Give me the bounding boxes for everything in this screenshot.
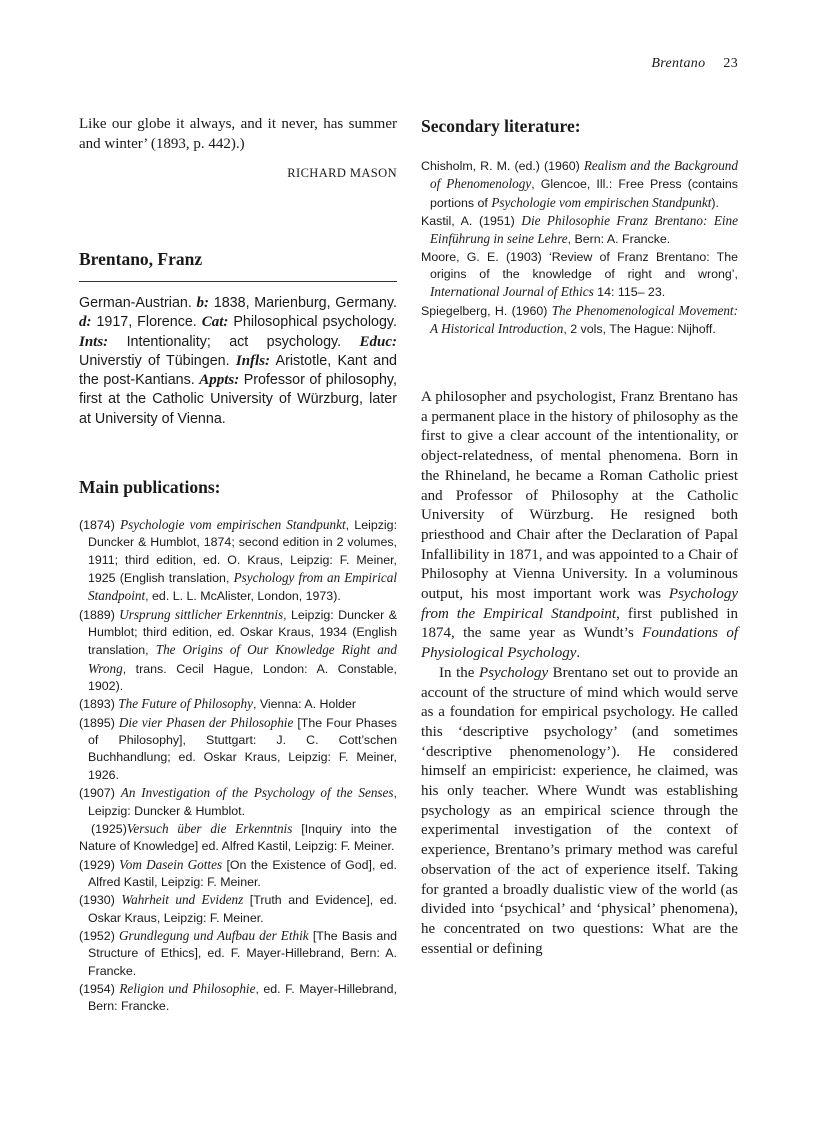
bibliography-item-text: (1952) bbox=[79, 928, 120, 943]
article-italic-title: Foundations of Physiological Psychology bbox=[421, 625, 738, 662]
secondary-literature-heading: Secondary literature: bbox=[421, 116, 581, 136]
main-publications-heading: Main publications: bbox=[79, 477, 221, 497]
bibliography-item bbox=[421, 249, 738, 302]
bibliography-item-text: (1954) bbox=[79, 981, 120, 996]
entry-nationality: German-Austrian. bbox=[79, 295, 192, 311]
entry-title-rule bbox=[79, 281, 397, 282]
bibliography-item-text: , Leipzig: Duncker & Humblot, 1874; second edition in 2 volumes, 1911; third edition, ed. O. Kraus, Leipzig: F. Meiner, 1925 (English translation, bbox=[88, 518, 398, 586]
born-label: b: bbox=[196, 295, 210, 311]
bibliography-item-text: , 2 vols, The Hague: Nijhoff. bbox=[563, 322, 716, 337]
bibliography-item bbox=[79, 820, 397, 856]
bibliography-item-title: The Origins of Our Knowledge Right and Wrong bbox=[88, 642, 397, 676]
entry-biographical-facts bbox=[79, 294, 397, 429]
article-text: A philosopher and psychologist, Franz Brentano has a permanent place in the history of philosophy as the first to give a clear account of the intentionality, or object-relatedness, of mental phenomena. Born in the Rhineland, he became a Roman Catholic priest and Professor of Philosophy at the Catholic University of Würzburg. He resigned both priesthood and Chair after the Declaration of Papal Infallibility in 1871, and was appointed to a Chair of Philosophy at Vienna University. In a voluminous output, his most important work was bbox=[421, 389, 738, 603]
bibliography-item-text: , Leipzig: Duncker & Humblot; third edition, ed. Oskar Kraus, 1934 (English translation, bbox=[88, 607, 397, 658]
article-paragraph bbox=[421, 664, 738, 960]
previous-entry-closing-text: Like our globe it always, and it never, has summer and winter’ (1893, p. 442).) bbox=[79, 116, 397, 152]
article-paragraph bbox=[421, 388, 738, 664]
bibliography-item bbox=[79, 606, 397, 696]
bibliography-item bbox=[79, 714, 397, 784]
bibliography-item-title: Psychology from an Empirical Standpoint bbox=[88, 570, 397, 604]
bibliography-item-text: , Bern: A. Francke. bbox=[567, 232, 671, 247]
bibliography-item-text: [Inquiry into the Nature of Knowledge] ed. Alfred Kastil, Leipzig: F. Meiner. bbox=[79, 821, 397, 854]
bibliography-item-text: , Vienna: A. Holder bbox=[252, 697, 357, 712]
bibliography-item bbox=[79, 856, 397, 892]
running-head bbox=[651, 56, 738, 72]
bibliography-item-title: Versuch über die Erkenntnis bbox=[126, 820, 293, 836]
bibliography-item bbox=[79, 891, 397, 927]
bibliography-item-text: (1929) bbox=[79, 857, 120, 872]
bibliography-item-text: (1930) bbox=[79, 893, 122, 908]
bibliography-item-text: (1874) bbox=[79, 518, 121, 532]
running-title: Brentano bbox=[651, 56, 706, 71]
bibliography-item-text: [The Basis and Structure of Ethics], ed. F. Mayer-Hillebrand, Bern: A. Francke. bbox=[88, 928, 398, 978]
bibliography-item-text: (1925) bbox=[91, 821, 127, 836]
bibliography-item bbox=[421, 302, 738, 339]
bibliography-item-text: 14: 115– 23. bbox=[593, 285, 666, 300]
bibliography-item-title: Realism and the Background of Phenomenology bbox=[430, 158, 738, 192]
bibliography-item-text: , trans. Cecil Hague, London: A. Constable, 1902). bbox=[88, 661, 397, 694]
bibliography-item-title: Religion und Philosophie bbox=[119, 980, 256, 996]
bibliography-item bbox=[421, 157, 738, 212]
appointments-label: Appts: bbox=[199, 372, 240, 389]
interests-label: Ints: bbox=[79, 333, 109, 350]
bibliography-item bbox=[79, 695, 397, 713]
bibliography-item-title: The Phenomenological Movement: A Historical Introduction bbox=[430, 302, 738, 337]
bibliography-item-text: , ed. F. Mayer-Hillebrand, Bern: Francke. bbox=[88, 981, 398, 1014]
previous-entry-author: RICHARD MASON bbox=[287, 166, 397, 180]
bibliography-item-title: Die vier Phasen der Philosophie bbox=[118, 714, 294, 730]
article-text: . bbox=[576, 645, 581, 662]
bibliography-item-title: Wahrheit und Evidenz bbox=[121, 892, 244, 908]
article-italic-title: Psychology from the Empirical Standpoint bbox=[421, 586, 738, 622]
bibliography-item-title: Psychologie vom empirischen Standpunkt bbox=[120, 517, 346, 532]
bibliography-item bbox=[79, 927, 397, 980]
entry-category: Philosophical psychology. bbox=[233, 314, 397, 331]
article-text: , first published in 1874, the same year as Wundt’s bbox=[421, 605, 738, 642]
bibliography-item-text: , Leipzig: Duncker & Humblot. bbox=[88, 786, 397, 818]
bibliography-item-title: An Investigation of the Psychology of the Senses bbox=[120, 785, 394, 801]
bibliography-item-title: Ursprung sittlicher Erkenntnis bbox=[119, 606, 284, 622]
education-label: Educ: bbox=[359, 333, 397, 350]
page-number: 23 bbox=[723, 56, 738, 71]
bibliography-item-title: Die Philosophie Franz Brentano: Eine Einführung in seine Lehre bbox=[430, 213, 738, 247]
bibliography-item-title: Grundlegung und Aufbau der Ethik bbox=[119, 927, 309, 943]
bibliography-item bbox=[79, 516, 397, 606]
influences-label: Infls: bbox=[235, 352, 271, 369]
bibliography-item-text: , Glencoe, Ill.: Free Press (contains portions of bbox=[430, 177, 739, 210]
entry-born: 1838, Marienburg, Germany. bbox=[213, 295, 397, 311]
bibliography-item-text: ). bbox=[711, 195, 719, 210]
main-publications-list bbox=[79, 516, 397, 1016]
bibliography-item-title: Psychologie vom empirischen Standpunkt bbox=[491, 194, 712, 210]
bibliography-item-text: [Truth and Evidence], ed. Oskar Kraus, Leipzig: F. Meiner. bbox=[88, 893, 397, 925]
entry-influences: Aristotle, Kant and the post-Kantians. bbox=[79, 352, 397, 389]
entry-title: Brentano, Franz bbox=[79, 249, 203, 269]
article-italic-title: Psychology bbox=[478, 664, 549, 681]
died-label: d: bbox=[79, 314, 92, 331]
bibliography-item-text: Spiegelberg, H. (1960) bbox=[421, 303, 552, 318]
bibliography-item-title: International Journal of Ethics bbox=[430, 284, 594, 300]
category-label: Cat: bbox=[201, 314, 229, 331]
bibliography-item bbox=[79, 784, 397, 820]
bibliography-item-text: (1889) bbox=[79, 607, 120, 622]
bibliography-item-title: Vom Dasein Gottes bbox=[119, 856, 223, 872]
article-text: Brentano set out to provide an account of the structure of mind which would serve as a foundation for empirical psychology. He called this ‘descriptive psychology’ (and sometimes ‘descriptive phenomenology’). He considered himself an empiricist: experience, he claimed, was his only teacher. Where Wundt was establishing psychology as an empirical science through the experimental investigation of the context of experience, Brentano’s primary method was careful observation of the act of experience itself. Taking for granted a broadly dualistic view of the world (as divided into ‘psychical’ and ‘physical’ phenomena), he concentrated on two questions: What are the essential or defining bbox=[421, 664, 738, 957]
entry-interests: Intentionality; act psychology. bbox=[126, 333, 342, 350]
bibliography-item-text: , ed. L. L. McAlister, London, 1973). bbox=[145, 589, 341, 604]
entry-died: 1917, Florence. bbox=[96, 314, 197, 331]
bibliography-item-text: [On the Existence of God], ed. Alfred Kastil, Leipzig: F. Meiner. bbox=[88, 857, 397, 889]
bibliography-item-text: Moore, G. E. (1903) ‘Review of Franz Brentano: The origins of the knowledge of right and wrong’, bbox=[421, 249, 738, 282]
bibliography-item bbox=[421, 212, 738, 249]
bibliography-item-text: (1907) bbox=[79, 786, 121, 801]
entry-appointments: Professor of philosophy, first at the Catholic University of Würzburg, later at University of Vienna. bbox=[79, 372, 397, 427]
bibliography-item bbox=[79, 980, 397, 1016]
article-body bbox=[421, 388, 738, 959]
bibliography-item-title: The Future of Philosophy bbox=[118, 696, 253, 712]
bibliography-item-text: Kastil, A. (1951) bbox=[421, 214, 522, 229]
bibliography-item-text: Chisholm, R. M. (ed.) (1960) bbox=[421, 159, 584, 173]
bibliography-item-text: (1893) bbox=[79, 697, 119, 712]
secondary-literature-list bbox=[421, 157, 738, 338]
article-text: In the bbox=[439, 664, 479, 681]
bibliography-item-text: (1895) bbox=[79, 715, 119, 730]
entry-education: Universtiy of Tübingen. bbox=[79, 352, 230, 369]
bibliography-item-text: [The Four Phases of Philosophy], Stuttgart: J. C. Cott’schen Buchhandlung; ed. Oskar Kraus, Leipzig: F. Meiner, 1926. bbox=[88, 715, 397, 782]
